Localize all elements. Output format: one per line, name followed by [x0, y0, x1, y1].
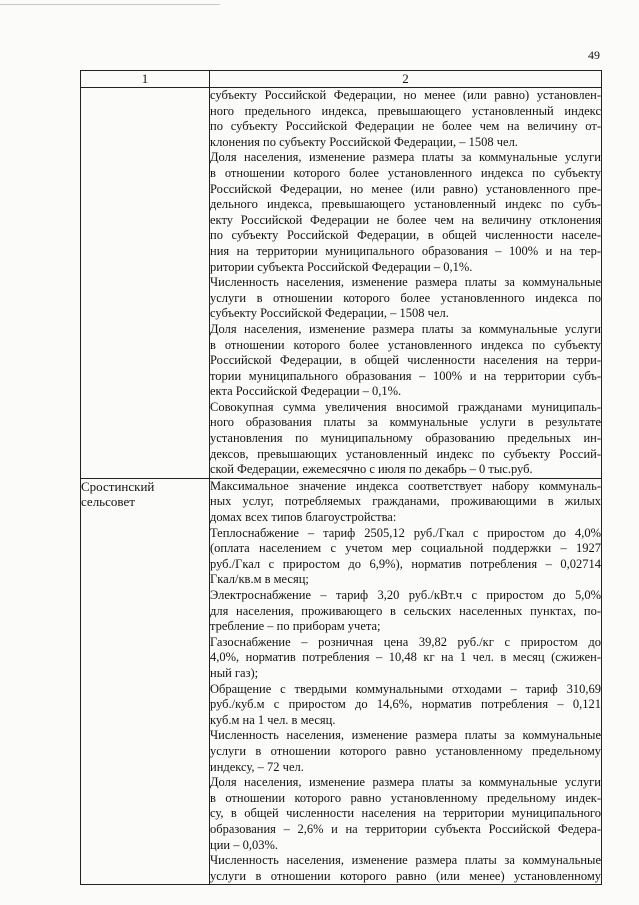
text-line: ных услуг, потребляемых гражданами, проживающими в жилых	[210, 494, 601, 509]
text-line: руб./куб.м с приростом до 14,6%, норматив потребления – 0,121	[210, 697, 601, 712]
text-line: установления по муниципальному образованию предельных ин-	[210, 431, 601, 446]
text-line: ного образования платы за коммунальные услуги в результате	[210, 415, 601, 430]
text-line: Совокупная сумма увеличения вносимой гражданами муниципаль-	[210, 399, 601, 414]
text-line: Доля населения, изменение размера платы за коммунальные услуги	[210, 150, 601, 165]
text-line: Электроснабжение – тариф 3,20 руб./кВт.ч с приростом до 5,0%	[210, 588, 601, 602]
text-line: руб./Гкал с приростом до 6,9%), норматив потребления – 0,02714	[210, 556, 601, 571]
text-line: в отношении которого равно установленному предельному индек-	[210, 790, 601, 805]
text-line: 4,0%, норматив потребления – 10,48 кг на 1 чел. в месяц (сжижен-	[210, 650, 601, 665]
text-line: Теплоснабжение – тариф 2505,12 руб./Гкал с приростом до 4,0%	[210, 525, 601, 540]
page-number: 49	[588, 48, 600, 62]
text-line: для населения, проживающего в сельских населенных пунктах, по-	[210, 603, 601, 618]
text-line: су, в общей численности населения на территории муниципального	[210, 806, 601, 821]
text-line: ного предельного индекса, превышающего установленный индекс	[210, 103, 601, 118]
text-line: екта Российской Федерации – 0,1%.	[210, 384, 402, 399]
text-line: услуги в отношении которого равно (или менее) установленному	[210, 868, 601, 883]
text-line: Максимальное значение индекса соответствует набору коммуналь-	[210, 478, 601, 493]
table-header-row	[81, 71, 602, 88]
description-cell	[210, 88, 602, 479]
text-line: требление – по приборам учета;	[210, 619, 381, 634]
text-line: тории муниципального образования – 100% и на территории субъ-	[210, 368, 601, 383]
text-line: образования – 2,6% и на территории субъекта Российской Федера-	[210, 821, 601, 836]
text-line: ный газ);	[210, 665, 259, 680]
column-header-2: 2	[210, 71, 602, 88]
text-line: Численность населения, изменение размера платы за коммунальные	[210, 853, 601, 868]
municipality-name-line: сельсовет	[81, 493, 135, 509]
column-header-1: 1	[81, 71, 210, 88]
table-row	[81, 88, 602, 479]
text-line: дексов, превышающих установленный индекс по субъекту Россий-	[210, 446, 601, 461]
text-line: по субъекту Российской Федерации не более чем на величину от-	[210, 119, 601, 134]
municipality-name-cell	[81, 478, 210, 884]
text-line: субъекту Российской Федерации, но менее (или равно) установлен-	[210, 88, 601, 102]
text-line: екту Российской Федерации не более чем на величину отклонения	[210, 212, 601, 227]
scan-edge-rule	[0, 4, 220, 5]
text-line: по субъекту Российской Федерации, в общей численности населе-	[210, 228, 601, 243]
text-line: Газоснабжение – розничная цена 39,82 руб./кг с приростом до	[210, 634, 601, 649]
document-table	[80, 70, 602, 885]
text-line: Российской Федерации, но менее (или равно) установленного пре-	[210, 181, 601, 196]
text-line: Численность населения, изменение размера платы за коммунальные	[210, 275, 601, 290]
table-row	[81, 478, 602, 884]
text-line: Доля населения, изменение размера платы за коммунальные услуги	[210, 321, 601, 336]
text-line: в отношении которого более установленного индекса по субъекту	[210, 337, 601, 352]
text-line: Российской Федерации, в общей численности населения на терри-	[210, 353, 601, 368]
text-line: дельного индекса, превышающего установленный индекс по субъ-	[210, 197, 601, 212]
text-line: домах всех типов благоустройства:	[210, 510, 397, 525]
text-line: (оплата населением с учетом мер социальной поддержки – 1927	[210, 541, 601, 556]
text-line: субъекту Российской Федерации, – 1508 чел.	[210, 306, 449, 321]
text-line: ния на территории муниципального образования – 100% и на тер-	[210, 243, 601, 258]
text-line: Доля населения, изменение размера платы за коммунальные услуги	[210, 775, 601, 790]
text-line: индексу, – 72 чел.	[210, 759, 304, 774]
text-line: ритории субъекта Российской Федерации – 0,1%.	[210, 259, 473, 274]
text-line: услуги в отношении которого равно установленному предельному	[210, 743, 601, 758]
municipality-name-line: Сростинский	[81, 478, 155, 494]
text-line: Обращение с твердыми коммунальными отходами – тариф 310,69	[210, 681, 601, 696]
text-line: Численность населения, изменение размера платы за коммунальные	[210, 728, 601, 743]
text-line: клонения по субъекту Российской Федерации, – 1508 чел.	[210, 134, 518, 149]
text-line: куб.м на 1 чел. в месяц.	[210, 712, 336, 727]
text-line: ской Федерации, ежемесячно с июля по декабрь – 0 тыс.руб.	[210, 462, 533, 477]
text-line: услуги в отношении которого более установленного индекса по	[210, 290, 601, 305]
text-line: ции – 0,03%.	[210, 837, 278, 852]
text-line: в отношении которого более установленного индекса по субъекту	[210, 165, 601, 180]
text-line: Гкал/кв.м в месяц;	[210, 572, 309, 587]
municipality-name-cell	[81, 88, 210, 479]
description-cell	[210, 478, 602, 884]
